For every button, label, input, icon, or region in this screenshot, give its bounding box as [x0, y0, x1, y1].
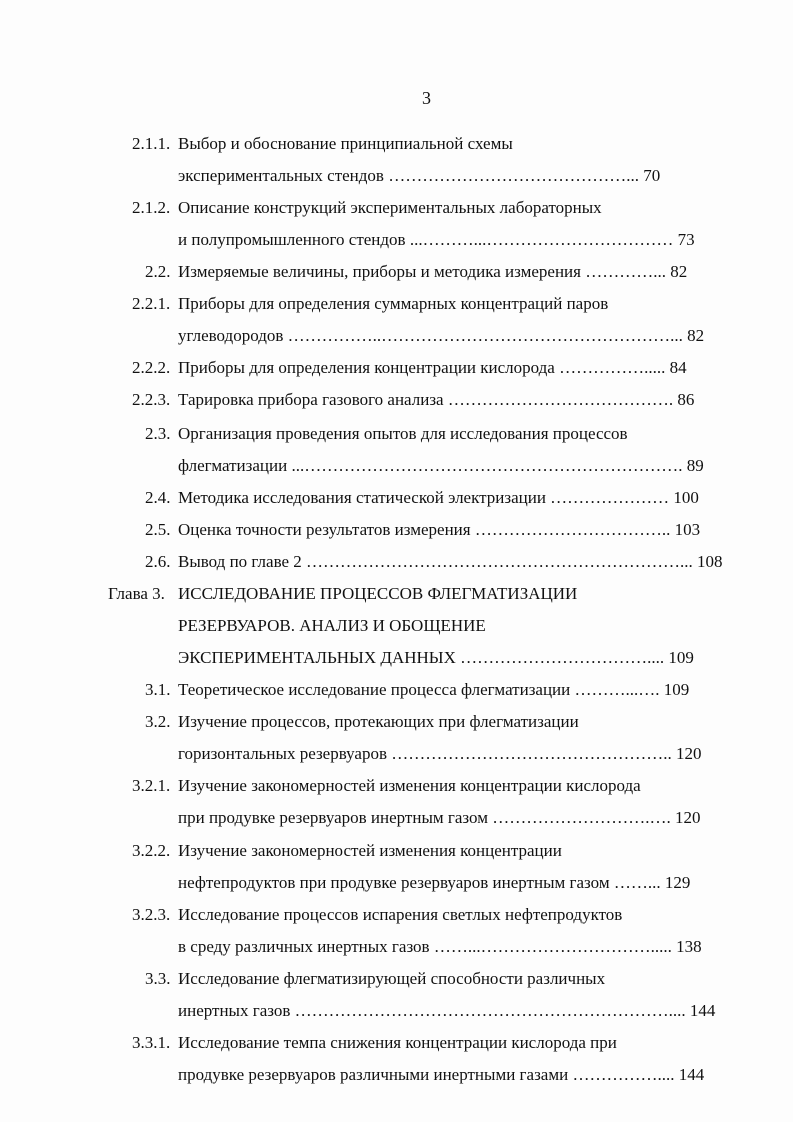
- toc-entry-num: 3.3.1.: [132, 1033, 171, 1052]
- toc-entry-num: 2.2.: [145, 262, 171, 281]
- toc-entry-line: Приборы для определения концентрации кислорода ……………..... 84: [178, 358, 687, 377]
- toc-entry-num: 3.2.3.: [132, 905, 171, 924]
- toc-entry-line: Организация проведения опытов для исследования процессов: [178, 424, 628, 443]
- toc-entry-num: 2.2.3.: [132, 390, 171, 409]
- page-number: 3: [422, 88, 431, 108]
- toc-entry-num: 3.2.1.: [132, 776, 171, 795]
- toc-entry-line: горизонтальных резервуаров ………………………………………….. 120: [178, 744, 702, 763]
- toc-chapter-line: ЭКСПЕРИМЕНТАЛЬНЫХ ДАННЫХ …………………………….... 109: [178, 648, 694, 667]
- toc-entry-num: 2.1.1.: [132, 134, 171, 153]
- toc-entry-line: Изучение закономерностей изменения концентрации кислорода: [178, 776, 641, 795]
- toc-entry-line: нефтепродуктов при продувке резервуаров инертным газом ……... 129: [178, 873, 691, 892]
- toc-entry-line: при продувке резервуаров инертным газом ……………………….…. 120: [178, 808, 701, 827]
- toc-entry-num: 2.2.2.: [132, 358, 171, 377]
- toc-entry-num: 2.5.: [145, 520, 171, 539]
- toc-entry-line: экспериментальных стендов ……………………………………... 70: [178, 166, 661, 185]
- toc-entry-line: Методика исследования статической электризации ………………… 100: [178, 488, 699, 507]
- toc-entry-line: продувке резервуаров различными инертными газами …………….... 144: [178, 1065, 705, 1084]
- toc-entry-line: Исследование процессов испарения светлых нефтепродуктов: [178, 905, 623, 924]
- toc-entry-line: углеводородов ……………..……………………………………………... 82: [178, 326, 705, 345]
- toc-entry-line: и полупромышленного стендов ...………...…………………………… 73: [178, 230, 695, 249]
- toc-entry-num: 3.1.: [145, 680, 171, 699]
- toc-entry-num: 2.2.1.: [132, 294, 171, 313]
- toc-entry-num: 2.4.: [145, 488, 171, 507]
- toc-entry-line: Теоретическое исследование процесса флегматизации ………...…. 109: [178, 680, 690, 699]
- toc-entry-line: Оценка точности результатов измерения …………………………….. 103: [178, 520, 701, 539]
- toc-entry-line: инертных газов ………………………………………………………….... 144: [178, 1001, 716, 1020]
- toc-entry-line: флегматизации ...…………………………………………………………. 89: [178, 456, 704, 475]
- toc-entry-num: 2.1.2.: [132, 198, 171, 217]
- toc-entry-line: Вывод по главе 2 …………………………………………………………... 108: [178, 552, 723, 571]
- toc-entry-num: 3.2.2.: [132, 841, 171, 860]
- toc-entry-num: 3.2.: [145, 712, 171, 731]
- toc-entry-line: Выбор и обоснование принципиальной схемы: [178, 134, 513, 153]
- toc-entry-line: Исследование темпа снижения концентрации кислорода при: [178, 1033, 617, 1052]
- toc-entry-line: Измеряемые величины, приборы и методика измерения …………... 82: [178, 262, 688, 281]
- toc-entry-line: в среду различных инертных газов ……...…………………………..... 138: [178, 937, 702, 956]
- toc-entry-num: 3.3.: [145, 969, 171, 988]
- toc-chapter-line: РЕЗЕРВУАРОВ. АНАЛИЗ И ОБОЩЕНИЕ: [178, 616, 486, 635]
- toc-entry-num: 2.6.: [145, 552, 171, 571]
- toc-entry-line: Изучение закономерностей изменения концентрации: [178, 841, 562, 860]
- toc-entry-num: 2.3.: [145, 424, 171, 443]
- toc-chapter-num: Глава 3.: [108, 584, 165, 603]
- toc-entry-line: Исследование флегматизирующей способности различных: [178, 969, 606, 988]
- toc-entry-line: Тарировка прибора газового анализа …………………………………. 86: [178, 390, 695, 409]
- toc-entry-line: Описание конструкций экспериментальных лабораторных: [178, 198, 602, 217]
- toc-chapter-line: ИССЛЕДОВАНИЕ ПРОЦЕССОВ ФЛЕГМАТИЗАЦИИ: [178, 584, 578, 603]
- toc-entry-line: Приборы для определения суммарных концентраций паров: [178, 294, 609, 313]
- toc-entry-line: Изучение процессов, протекающих при флегматизации: [178, 712, 579, 731]
